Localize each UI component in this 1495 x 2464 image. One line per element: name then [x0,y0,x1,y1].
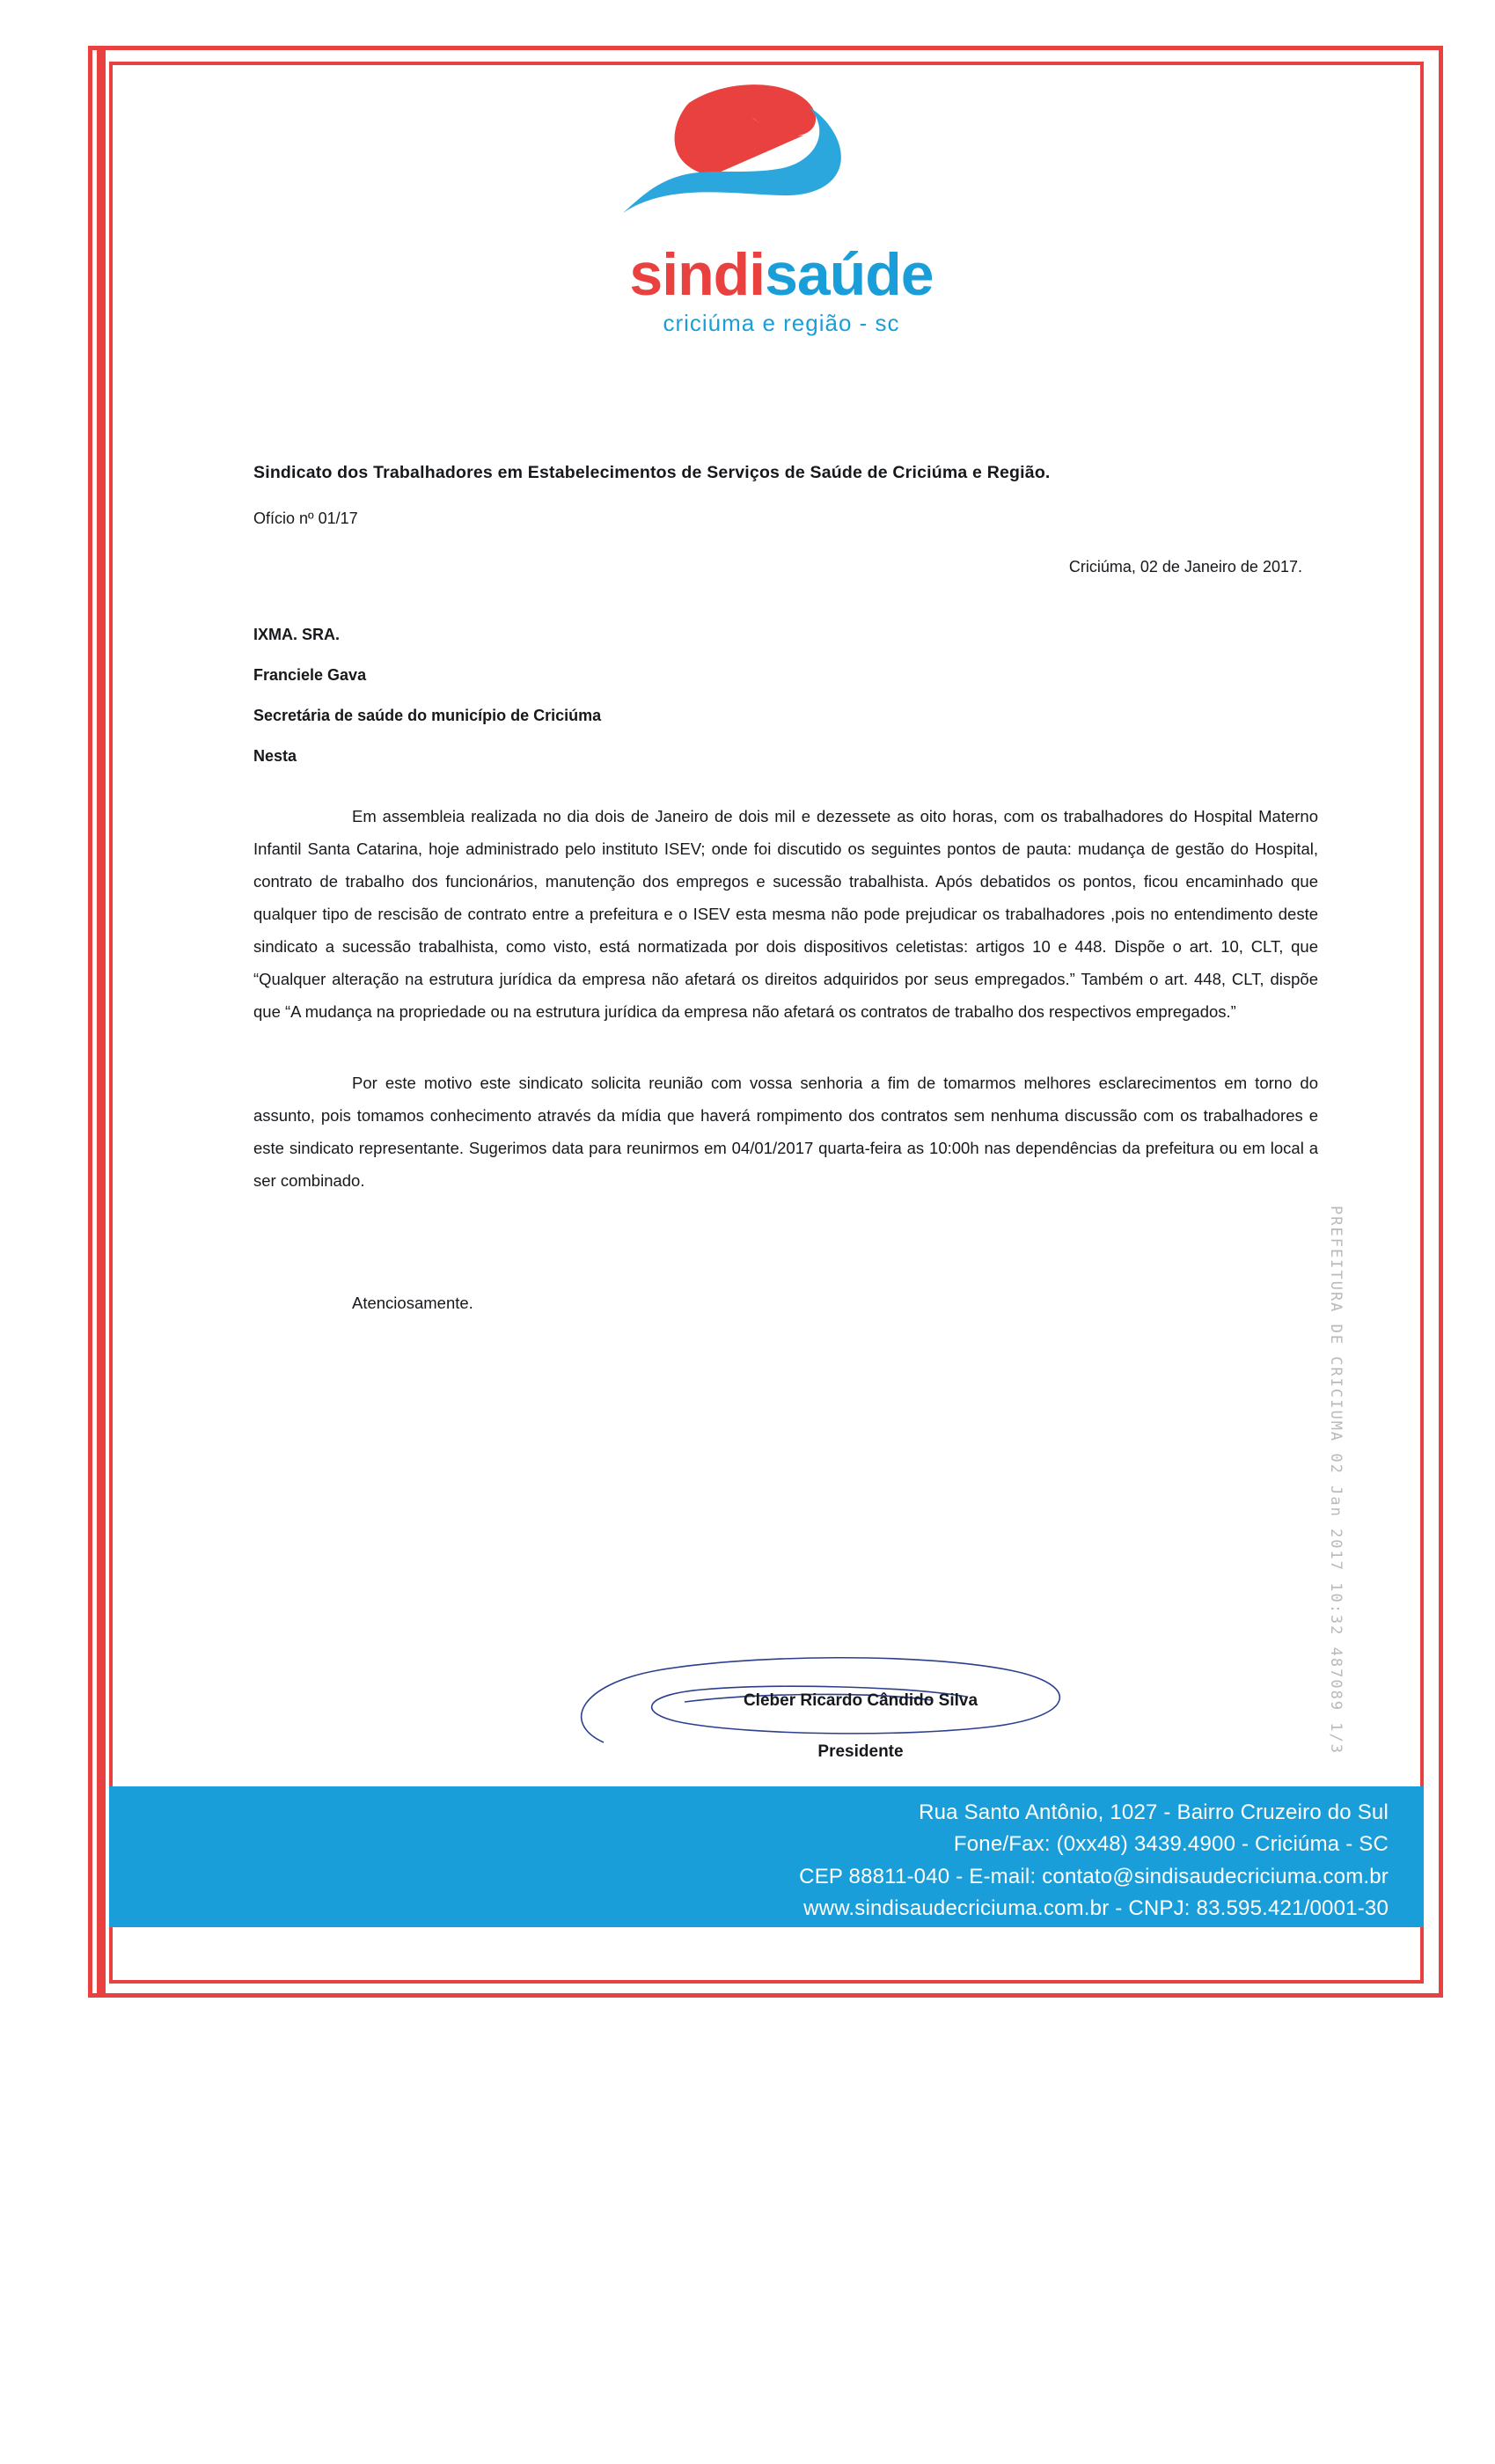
footer-website: www.sindisaudecriciuma.com.br - CNPJ: 83.595.421/0001-30 [803,1896,1389,1921]
swoosh-icon [605,72,957,248]
closing-line: Atenciosamente. [352,1293,473,1312]
page-binding-edge [97,49,106,1996]
addressee-place: Nesta [253,746,297,765]
signatory-role: Presidente [817,1742,904,1761]
organization-name: Sindicato dos Trabalhadores em Estabelecimentos de Serviços de Saúde de Criciúma e Região. [253,463,1051,482]
footer-email: CEP 88811-040 - E-mail: contato@sindisaudecriciuma.com.br [799,1864,1389,1888]
paragraph-1: Em assembleia realizada no dia dois de Janeiro de dois mil e dezessete as oito horas, com os trabalhadores do Hospital Materno Infantil Santa Catarina, hoje administrado pelo instituto ISEV; onde foi discutido os seguintes pontos de pauta: mudança de gestão do Hospital, contrato de trabalho dos funcionários, manutenção dos empregos e sucessão trabalhista. Após debatidos os pontos, ficou encaminhado que qualquer tipo de rescisão de contrato entre a prefeitura e o ISEV esta mesma não pode prejudicar os trabalhadores ,pois no entendimento deste sindicato a sucessão trabalhista, como visto, está normatizada por dois dispositivos celetistas: artigos 10 e 448. Dispõe o art. 10, CLT, que “Qualquer alteração na estrutura jurídica da empresa não afetará os direitos adquiridos por seus empregados.” Também o art. 448, CLT, dispõe que “A mudança na propriedade ou na estrutura jurídica da empresa não afetará os contratos de trabalho dos respectivos empregados.” [253,806,1318,1021]
footer-contact-band [109,1786,1424,1927]
logo-wordmark [500,241,1063,308]
logo-tagline: criciúma e região - sc [663,310,900,336]
oficio-number: Ofício nº 01/17 [253,510,358,528]
signature-block [553,1691,1169,1762]
footer-address: Rua Santo Antônio, 1027 - Bairro Cruzeiro do Sul [919,1800,1389,1824]
letter-content [121,63,1413,1982]
addressee-block [253,615,1318,777]
protocol-stamp: PREFEITURA DE CRICIUMA 02 Jan 2017 10:32 487089 1/3 [1327,1206,1345,1755]
scanned-page [25,9,1477,2059]
addressee-name: Franciele Gava [253,666,367,685]
city-and-date: Criciúma, 02 de Janeiro de 2017. [1068,558,1302,576]
addressee-salutation: IXMA. SRA. [253,626,341,644]
signatory-name: Cleber Ricardo Cândido Silva [743,1691,978,1710]
sindisaude-logo [500,72,1063,424]
logo-word-sindi: sindi [629,241,766,308]
footer-phone: Fone/Fax: (0xx48) 3439.4900 - Criciúma - SC [953,1832,1389,1857]
paragraph-2: Por este motivo este sindicato solicita reunião com vossa senhoria a fim de tomarmos melhores esclarecimentos em torno do assunto, pois tomamos conhecimento através da mídia que haverá rompimento dos contratos sem nenhuma discussão com os trabalhadores e este sindicato representante. Sugerimos data para reunirmos em 04/01/2017 quarta-feira as 10:00h nas dependências da prefeitura ou em local a ser combinado. [253,1073,1318,1190]
logo-word-saude: saúde [765,241,934,308]
addressee-role: Secretária de saúde do município de Criciúma [253,706,602,724]
letter-body [253,459,1318,1313]
